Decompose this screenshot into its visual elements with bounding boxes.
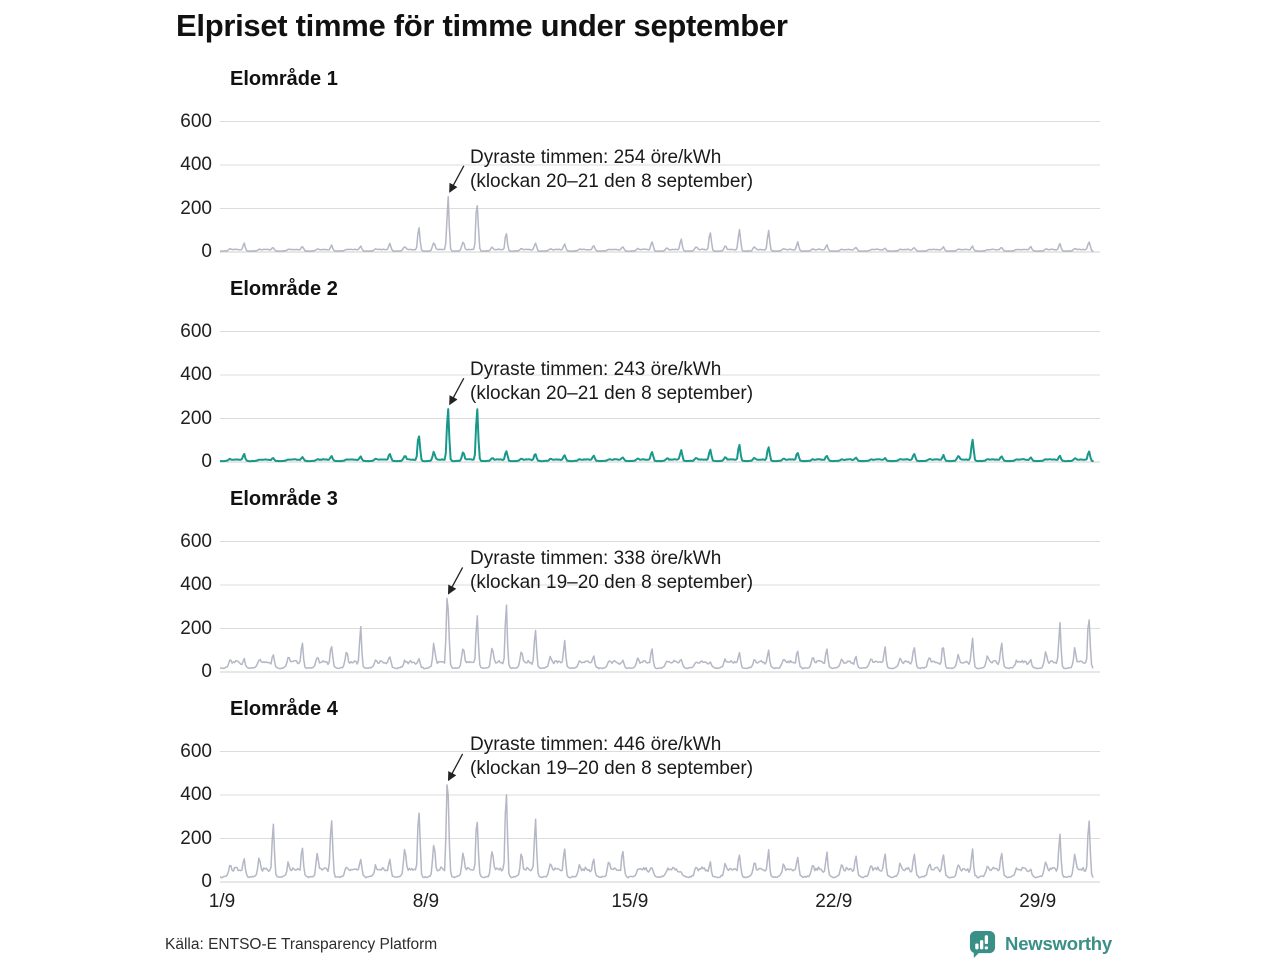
peak-annotation-line1: Dyraste timmen: 338 öre/kWh xyxy=(470,548,722,569)
y-axis-tick-label: 200 xyxy=(180,827,212,849)
y-axis-tick-label: 200 xyxy=(180,197,212,219)
panel-title: Elområde 2 xyxy=(230,278,338,300)
peak-annotation xyxy=(470,146,753,194)
peak-annotation-line2: (klockan 20–21 den 8 september) xyxy=(470,171,754,192)
y-axis-tick-label: 0 xyxy=(201,661,212,682)
peak-annotation-line1: Dyraste timmen: 254 öre/kWh xyxy=(470,147,722,168)
peak-annotation xyxy=(470,358,753,406)
newsworthy-brand xyxy=(968,929,1112,959)
x-axis-tick-label: 22/9 xyxy=(815,891,853,912)
y-axis-tick-label: 600 xyxy=(180,110,212,132)
x-axis-tick-label: 8/9 xyxy=(412,891,440,912)
x-axis xyxy=(160,891,1112,917)
y-axis-tick-label: 0 xyxy=(201,241,212,262)
peak-annotation-line1: Dyraste timmen: 243 öre/kWh xyxy=(470,359,722,380)
x-axis-tick-label: 15/9 xyxy=(611,891,649,912)
peak-annotation-line1: Dyraste timmen: 446 öre/kWh xyxy=(470,734,722,755)
peak-annotation-line2: (klockan 19–20 den 8 september) xyxy=(470,758,754,779)
y-axis-tick-label: 400 xyxy=(180,574,212,595)
peak-annotation xyxy=(470,733,753,781)
y-axis-tick-label: 0 xyxy=(201,871,212,892)
y-axis-tick-label: 200 xyxy=(180,617,212,639)
x-axis-tick-label: 29/9 xyxy=(1019,891,1057,912)
y-axis-tick-label: 600 xyxy=(180,320,212,342)
peak-annotation-line2: (klockan 19–20 den 8 september) xyxy=(470,572,754,593)
panel-title: Elområde 3 xyxy=(230,488,338,510)
chart-panel-elomrade-3 xyxy=(160,488,1112,700)
y-axis-tick-label: 200 xyxy=(180,407,212,429)
source-caption: Källa: ENTSO-E Transparency Platform xyxy=(165,936,438,953)
y-axis-tick-label: 400 xyxy=(180,154,212,175)
page-title: Elpriset timme för timme under september xyxy=(176,8,788,43)
y-axis-tick-label: 400 xyxy=(180,364,212,385)
peak-annotation-line2: (klockan 20–21 den 8 september) xyxy=(470,383,754,404)
peak-annotation xyxy=(470,547,753,595)
y-axis-tick-label: 600 xyxy=(180,530,212,552)
panel-title: Elområde 1 xyxy=(230,68,338,90)
panel-title: Elområde 4 xyxy=(230,698,338,720)
newsworthy-logo-icon xyxy=(968,929,997,959)
chart-panel-elomrade-2 xyxy=(160,278,1112,490)
chart-panel-elomrade-1 xyxy=(160,68,1112,280)
x-axis-tick-label: 1/9 xyxy=(208,891,236,912)
y-axis-tick-label: 600 xyxy=(180,740,212,762)
newsworthy-wordmark: Newsworthy xyxy=(1005,933,1112,954)
chart-panel-elomrade-4 xyxy=(160,698,1112,910)
y-axis-tick-label: 400 xyxy=(180,784,212,805)
y-axis-tick-label: 0 xyxy=(201,451,212,472)
